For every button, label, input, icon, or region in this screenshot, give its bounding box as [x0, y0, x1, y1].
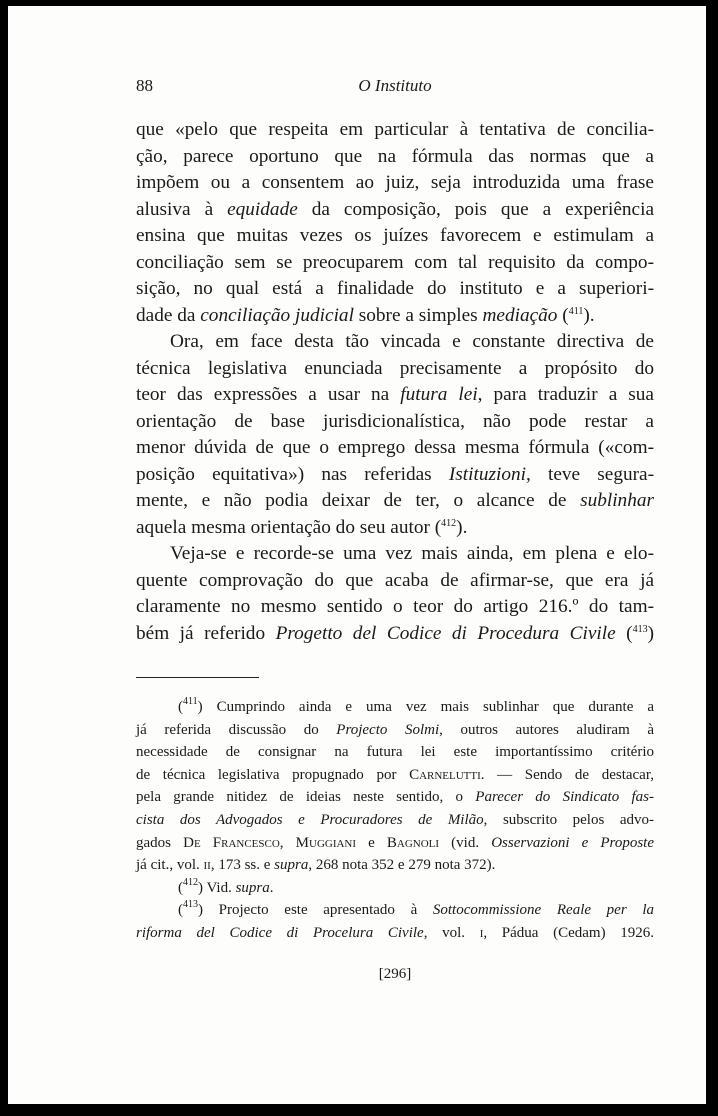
page-header [136, 76, 654, 98]
footnote-line: já referida discussão do Projecto Solmi, outros autores aludiram à [136, 721, 654, 738]
footnote-412 [136, 877, 654, 900]
footnote-ref: 413 [632, 623, 648, 635]
text-line: Ora, em face desta tão vincada e constante directiva de [170, 331, 654, 352]
footnote-line: ($^{413}$) Projecto este apresentado à Sottocommissione Reale per la [178, 899, 654, 919]
body-text [136, 117, 654, 647]
text-line: quente comprovação do que acaba de afirmar-se, que era já [136, 569, 654, 591]
text-line: bém já referido Progetto del Codice di Procedura Civile ($^{413}$) [136, 622, 654, 644]
footnote-ref: 412 [441, 517, 457, 529]
text-line: Veja-se e recorde-se uma vez mais ainda, em plena e elo- [170, 543, 654, 564]
footnote-line: pela grande nitidez de ideias neste sentido, o Parecer do Sindicato fas- [136, 789, 654, 806]
footnote-line: riforma del Codice di Procelura Civile, vol. i, Pádua (Cedam) 1926. [136, 924, 655, 941]
text-line: aquela mesma orientação do seu autor ($^{412}$). [136, 516, 468, 538]
text-line: posição equitativa») nas referidas Istituzioni, teve segura- [136, 463, 654, 485]
running-title: O Instituto [358, 76, 432, 95]
text-line: orientação de base jurisdicionalística, não pode restar a [136, 410, 654, 432]
text-line: impõem ou a consentem ao juiz, seja introduzida uma frase [136, 172, 654, 193]
page-number: 88 [136, 76, 153, 95]
text-line: menor dúvida de que o emprego dessa mesma fórmula («com- [136, 437, 654, 458]
footnote-411 [136, 696, 654, 877]
footnote-line: ($^{411}$) Cumprindo ainda e uma vez mais sublinhar que durante a [178, 696, 654, 715]
footnotes [136, 696, 654, 945]
archive-page-number: [296] [378, 966, 412, 982]
paragraph-3 [136, 541, 654, 647]
footnote-separator [136, 677, 259, 678]
text-line: que «pelo que respeita em particular à tentativa de concilia- [136, 119, 654, 140]
text-line: teor das expressões a usar na futura lei, para traduzir a sua [136, 384, 654, 405]
paragraph-1 [136, 117, 654, 329]
footnote-413 [136, 899, 654, 944]
book-page [8, 6, 706, 1104]
footnote-ref: 411 [568, 305, 584, 317]
footnote-line: necessidade de consignar na futura lei este importantíssimo critério [136, 744, 654, 761]
footnote-line: gados De Francesco, Muggiani e Bagnoli (vid. Osservazioni e Proposte [136, 834, 655, 851]
text-line: claramente no mesmo sentido o teor do artigo 216.º do tam- [136, 596, 654, 617]
text-line: ensina que muitas vezes os juízes favorecem e estimulam a [136, 225, 654, 246]
footnote-line: já cit., vol. ii, 173 ss. e supra, 268 nota 352 e 279 nota 372). [136, 857, 496, 874]
text-line: sição, no qual está a finalidade do instituto e a superiori- [136, 278, 654, 299]
footnote-line: de técnica legislativa propugnado por Carnelutti. — Sendo de destacar, [136, 766, 654, 783]
text-line: alusiva à equidade da composição, pois que a experiência [136, 198, 654, 220]
text-line: mente, e não podia deixar de ter, o alcance de sublinhar [136, 490, 654, 511]
text-line: técnica legislativa enunciada precisamente a propósito do [136, 357, 654, 379]
text-line: conciliação sem se preocuparem com tal requisito da compo- [136, 251, 654, 273]
text-line: ção, parece oportuno que na fórmula das normas que a [136, 145, 654, 167]
paragraph-2 [136, 329, 654, 541]
footnote-line: ($^{412}$) Vid. supra. [178, 876, 274, 896]
footnote-line: cista dos Advogados e Procuradores de Milão, subscrito pelos advo- [136, 811, 654, 828]
text-line: dade da conciliação judicial sobre a simples mediação ($^{411}$). [136, 304, 595, 326]
